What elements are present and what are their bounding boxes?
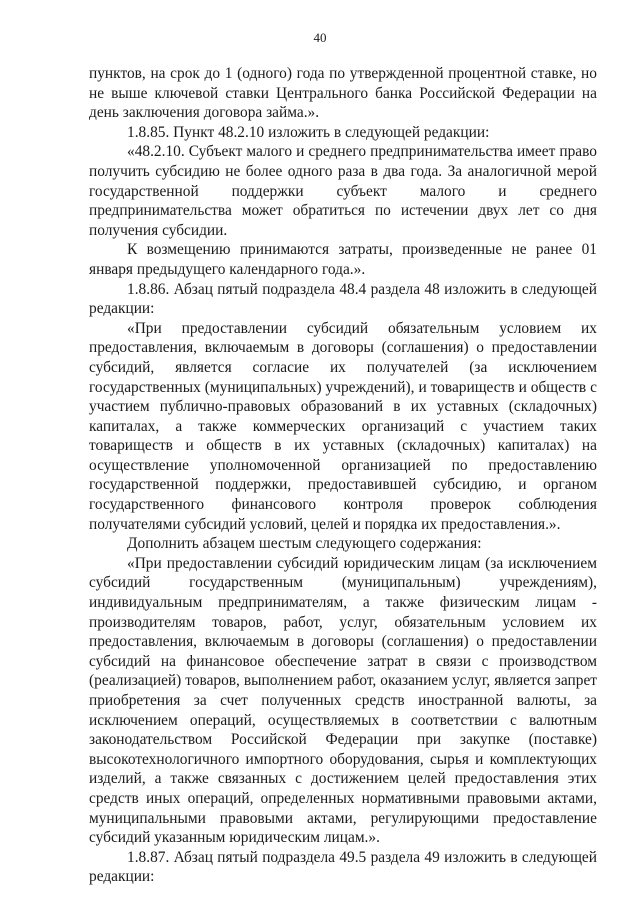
paragraph-item-1-8-86: 1.8.86. Абзац пятый подраздела 48.4 раздела 48 изложить в следующей редакции:: [89, 280, 597, 318]
page-number: 40: [313, 30, 327, 45]
paragraph-expense-reimbursement: К возмещению принимаются затраты, произведенные не ранее 01 января предыдущего календарного года.».: [89, 241, 597, 278]
paragraph-item-1-8-85: 1.8.85. Пункт 48.2.10 изложить в следующей редакции:: [127, 123, 490, 141]
paragraph-quote-currency-ban: «При предоставлении субсидий юридическим лицам (за исключением субсидий государственным (муниципальным) учреждениям), индивидуальным предпринимателям, а также физическим лицам - производителям товаров, работ, услуг, обязательным условием их предоставления, включаемым в договоры (соглашения) о предоставлении субсидий на финансовое обеспечение затрат в связи с производством (реализацией) товаров, выполнением работ, оказанием услуг, является запрет приобретения за счет полученных средств иностранной валюты, за исключением операций, осуществляемых в соответствии с валютным законодательством Российской Федерации при закупке (поставке) высокотехнологичного импортного оборудования, сырья и комплектующих изделий, а также связанных с достижением целей предоставления этих средств иных операций, определенных нормативными правовыми актами, муниципальными правовыми актами, регулирующими предоставление субсидий указанным юридическим лицам.».: [89, 554, 597, 847]
paragraph-quote-subsidy-condition: «При предоставлении субсидий обязательным условием их предоставления, включаемым в договоры (соглашения) о предоставлении субсидий, является согласие их получателей (за исключением государственных (муниципальных) учреждений), и товариществ и обществ с участием публично-правовых образований в их уставных (складочных) капиталах, а также коммерческих организаций с участием таких товариществ и обществ в их уставных (складочных) капиталах) на осуществление уполномоченной организацией по предоставлению государственной поддержки, предоставившей субсидию, и органом государственного финансового контроля проверок соблюдения получателями субсидий условий, целей и порядка их предоставления.».: [89, 319, 597, 533]
paragraph-continuation: пунктов, на срок до 1 (одного) года по утвержденной процентной ставке, но не выше ключевой ставки Центрального банка Российской Федерации на день заключения договора займа.».: [89, 65, 597, 122]
paragraph-add-sixth: Дополнить абзацем шестым следующего содержания:: [127, 535, 482, 553]
paragraph-quote-48-2-10: «48.2.10. Субъект малого и среднего предпринимательства имеет право получить субсидию не более одного раза в два года. За аналогичной мерой государственной поддержки субъект малого и среднего предпринимательства может обратиться по истечении двух лет со дня получения субсидии.: [89, 143, 597, 239]
paragraph-item-1-8-87: 1.8.87. Абзац пятый подраздела 49.5 раздела 49 изложить в следующей редакции:: [89, 848, 597, 886]
document-body: [89, 64, 597, 887]
